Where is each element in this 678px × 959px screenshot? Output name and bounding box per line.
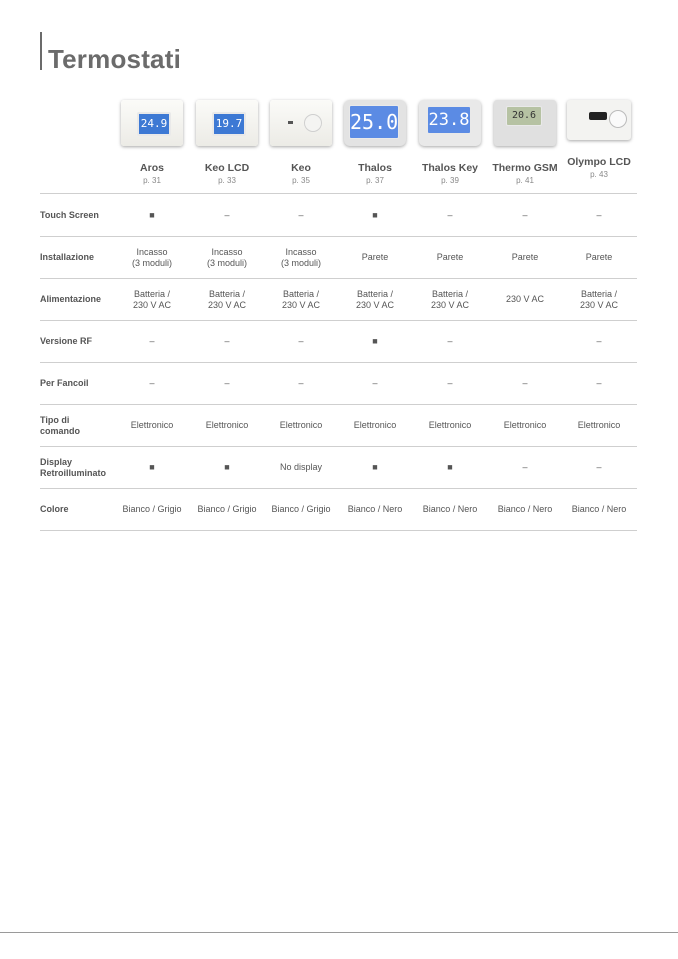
feature-marker: ■ xyxy=(372,209,378,220)
table-row xyxy=(40,279,637,321)
table-cell: Bianco / Nero xyxy=(347,504,403,515)
table-cell: – xyxy=(447,336,453,347)
thermostat-image xyxy=(121,100,183,146)
table-cell: – xyxy=(596,462,602,473)
row-label: Touch Screen xyxy=(40,209,99,220)
table-row xyxy=(40,447,637,489)
led-indicator xyxy=(288,121,293,124)
table-cell: Batteria / 230 V AC xyxy=(430,288,470,310)
product-page-ref: p. 35 xyxy=(292,176,310,185)
thermostat-display: 20.6 xyxy=(506,106,542,126)
thermostat-image xyxy=(270,100,332,146)
dial-knob xyxy=(304,114,322,132)
comparison-table xyxy=(40,193,637,531)
table-cell: Elettronico xyxy=(205,420,249,431)
thermostat-image xyxy=(494,100,556,146)
table-cell: – xyxy=(298,209,304,220)
table-cell: Parete xyxy=(436,252,464,263)
product-column-1 xyxy=(115,100,189,185)
table-cell: Incasso (3 moduli) xyxy=(131,246,172,268)
table-row xyxy=(40,363,637,405)
table-cell: Bianco / Nero xyxy=(497,504,553,515)
product-column-3 xyxy=(264,100,338,185)
table-row xyxy=(40,321,637,363)
feature-marker: ■ xyxy=(224,462,230,473)
table-cell: Elettronico xyxy=(279,420,323,431)
table-cell: Batteria / 230 V AC xyxy=(355,288,395,310)
table-cell: Parete xyxy=(511,252,539,263)
table-cell: No display xyxy=(279,462,323,473)
table-cell: Bianco / Grigio xyxy=(122,504,182,515)
table-cell: Batteria / 230 V AC xyxy=(281,288,321,310)
row-label: Alimentazione xyxy=(40,294,102,305)
footer-rule xyxy=(0,932,678,933)
thermostat-image xyxy=(344,100,406,146)
table-cell: – xyxy=(596,209,602,220)
thermostat-image xyxy=(567,100,631,140)
table-cell: Bianco / Nero xyxy=(571,504,627,515)
table-cell: – xyxy=(224,209,230,220)
table-cell: – xyxy=(447,378,453,389)
table-cell: Bianco / Grigio xyxy=(271,504,331,515)
table-cell: – xyxy=(224,336,230,347)
table-cell: Incasso (3 moduli) xyxy=(280,246,321,268)
row-label: Versione RF xyxy=(40,336,93,347)
table-cell: Elettronico xyxy=(428,420,472,431)
table-cell: Batteria / 230 V AC xyxy=(132,288,172,310)
product-column-5 xyxy=(413,100,487,185)
table-cell: – xyxy=(298,378,304,389)
product-name: Keo xyxy=(291,162,311,174)
thermostat-display: 19.7 xyxy=(212,112,246,136)
table-cell: Batteria / 230 V AC xyxy=(579,288,619,310)
product-page-ref: p. 33 xyxy=(218,176,236,185)
table-cell: 230 V AC xyxy=(505,294,545,305)
table-cell: Incasso (3 moduli) xyxy=(206,246,247,268)
table-row xyxy=(40,489,637,531)
row-label: Display Retroilluminato xyxy=(40,456,107,478)
table-cell: Parete xyxy=(585,252,613,263)
thermostat-display xyxy=(589,112,607,120)
product-name: Thalos xyxy=(358,162,392,174)
feature-marker: ■ xyxy=(372,462,378,473)
product-name: Thermo GSM xyxy=(492,162,558,174)
table-cell: – xyxy=(596,378,602,389)
table-cell: Batteria / 230 V AC xyxy=(207,288,247,310)
product-page-ref: p. 37 xyxy=(366,176,384,185)
product-name: Olympo LCD xyxy=(567,156,631,168)
table-row xyxy=(40,237,637,279)
table-cell: – xyxy=(522,378,528,389)
product-name: Keo LCD xyxy=(204,162,250,174)
title-accent-bar xyxy=(40,32,42,70)
thermostat-image xyxy=(419,100,481,146)
feature-marker: ■ xyxy=(372,336,378,347)
table-cell xyxy=(488,321,562,362)
feature-marker: ■ xyxy=(447,462,453,473)
table-cell: – xyxy=(372,378,378,389)
table-cell: – xyxy=(298,336,304,347)
table-row xyxy=(40,194,637,237)
table-cell: Elettronico xyxy=(503,420,547,431)
feature-marker: ■ xyxy=(149,462,155,473)
product-page-ref: p. 41 xyxy=(516,176,534,185)
product-page-ref: p. 39 xyxy=(441,176,459,185)
product-name: Aros xyxy=(140,162,164,174)
table-cell: – xyxy=(596,336,602,347)
thermostat-display: 25.0 xyxy=(349,105,399,139)
thermostat-image xyxy=(196,100,258,146)
thermostat-display: 23.8 xyxy=(427,106,471,134)
table-cell: Elettronico xyxy=(577,420,621,431)
product-column-6 xyxy=(488,100,562,185)
row-label: Colore xyxy=(40,504,69,515)
page-title: Termostati xyxy=(48,44,181,74)
table-cell: – xyxy=(224,378,230,389)
table-cell: – xyxy=(149,378,155,389)
thermostat-display: 24.9 xyxy=(137,112,171,136)
dial-knob xyxy=(609,110,627,128)
product-page-ref: p. 43 xyxy=(590,170,608,179)
product-page-ref: p. 31 xyxy=(143,176,161,185)
table-cell: Elettronico xyxy=(130,420,174,431)
table-row xyxy=(40,405,637,447)
row-label: Installazione xyxy=(40,252,95,263)
table-cell: – xyxy=(447,209,453,220)
table-cell: Parete xyxy=(361,252,389,263)
feature-marker: ■ xyxy=(149,209,155,220)
table-cell: – xyxy=(522,462,528,473)
product-column-7 xyxy=(562,100,636,179)
table-cell: – xyxy=(149,336,155,347)
row-label: Per Fancoil xyxy=(40,378,89,389)
product-column-2 xyxy=(190,100,264,185)
row-label: Tipo di comando xyxy=(40,414,81,436)
table-cell: – xyxy=(522,209,528,220)
product-column-4 xyxy=(338,100,412,185)
table-cell: Bianco / Grigio xyxy=(197,504,257,515)
table-cell: Elettronico xyxy=(353,420,397,431)
table-cell: Bianco / Nero xyxy=(422,504,478,515)
product-name: Thalos Key xyxy=(421,162,479,174)
